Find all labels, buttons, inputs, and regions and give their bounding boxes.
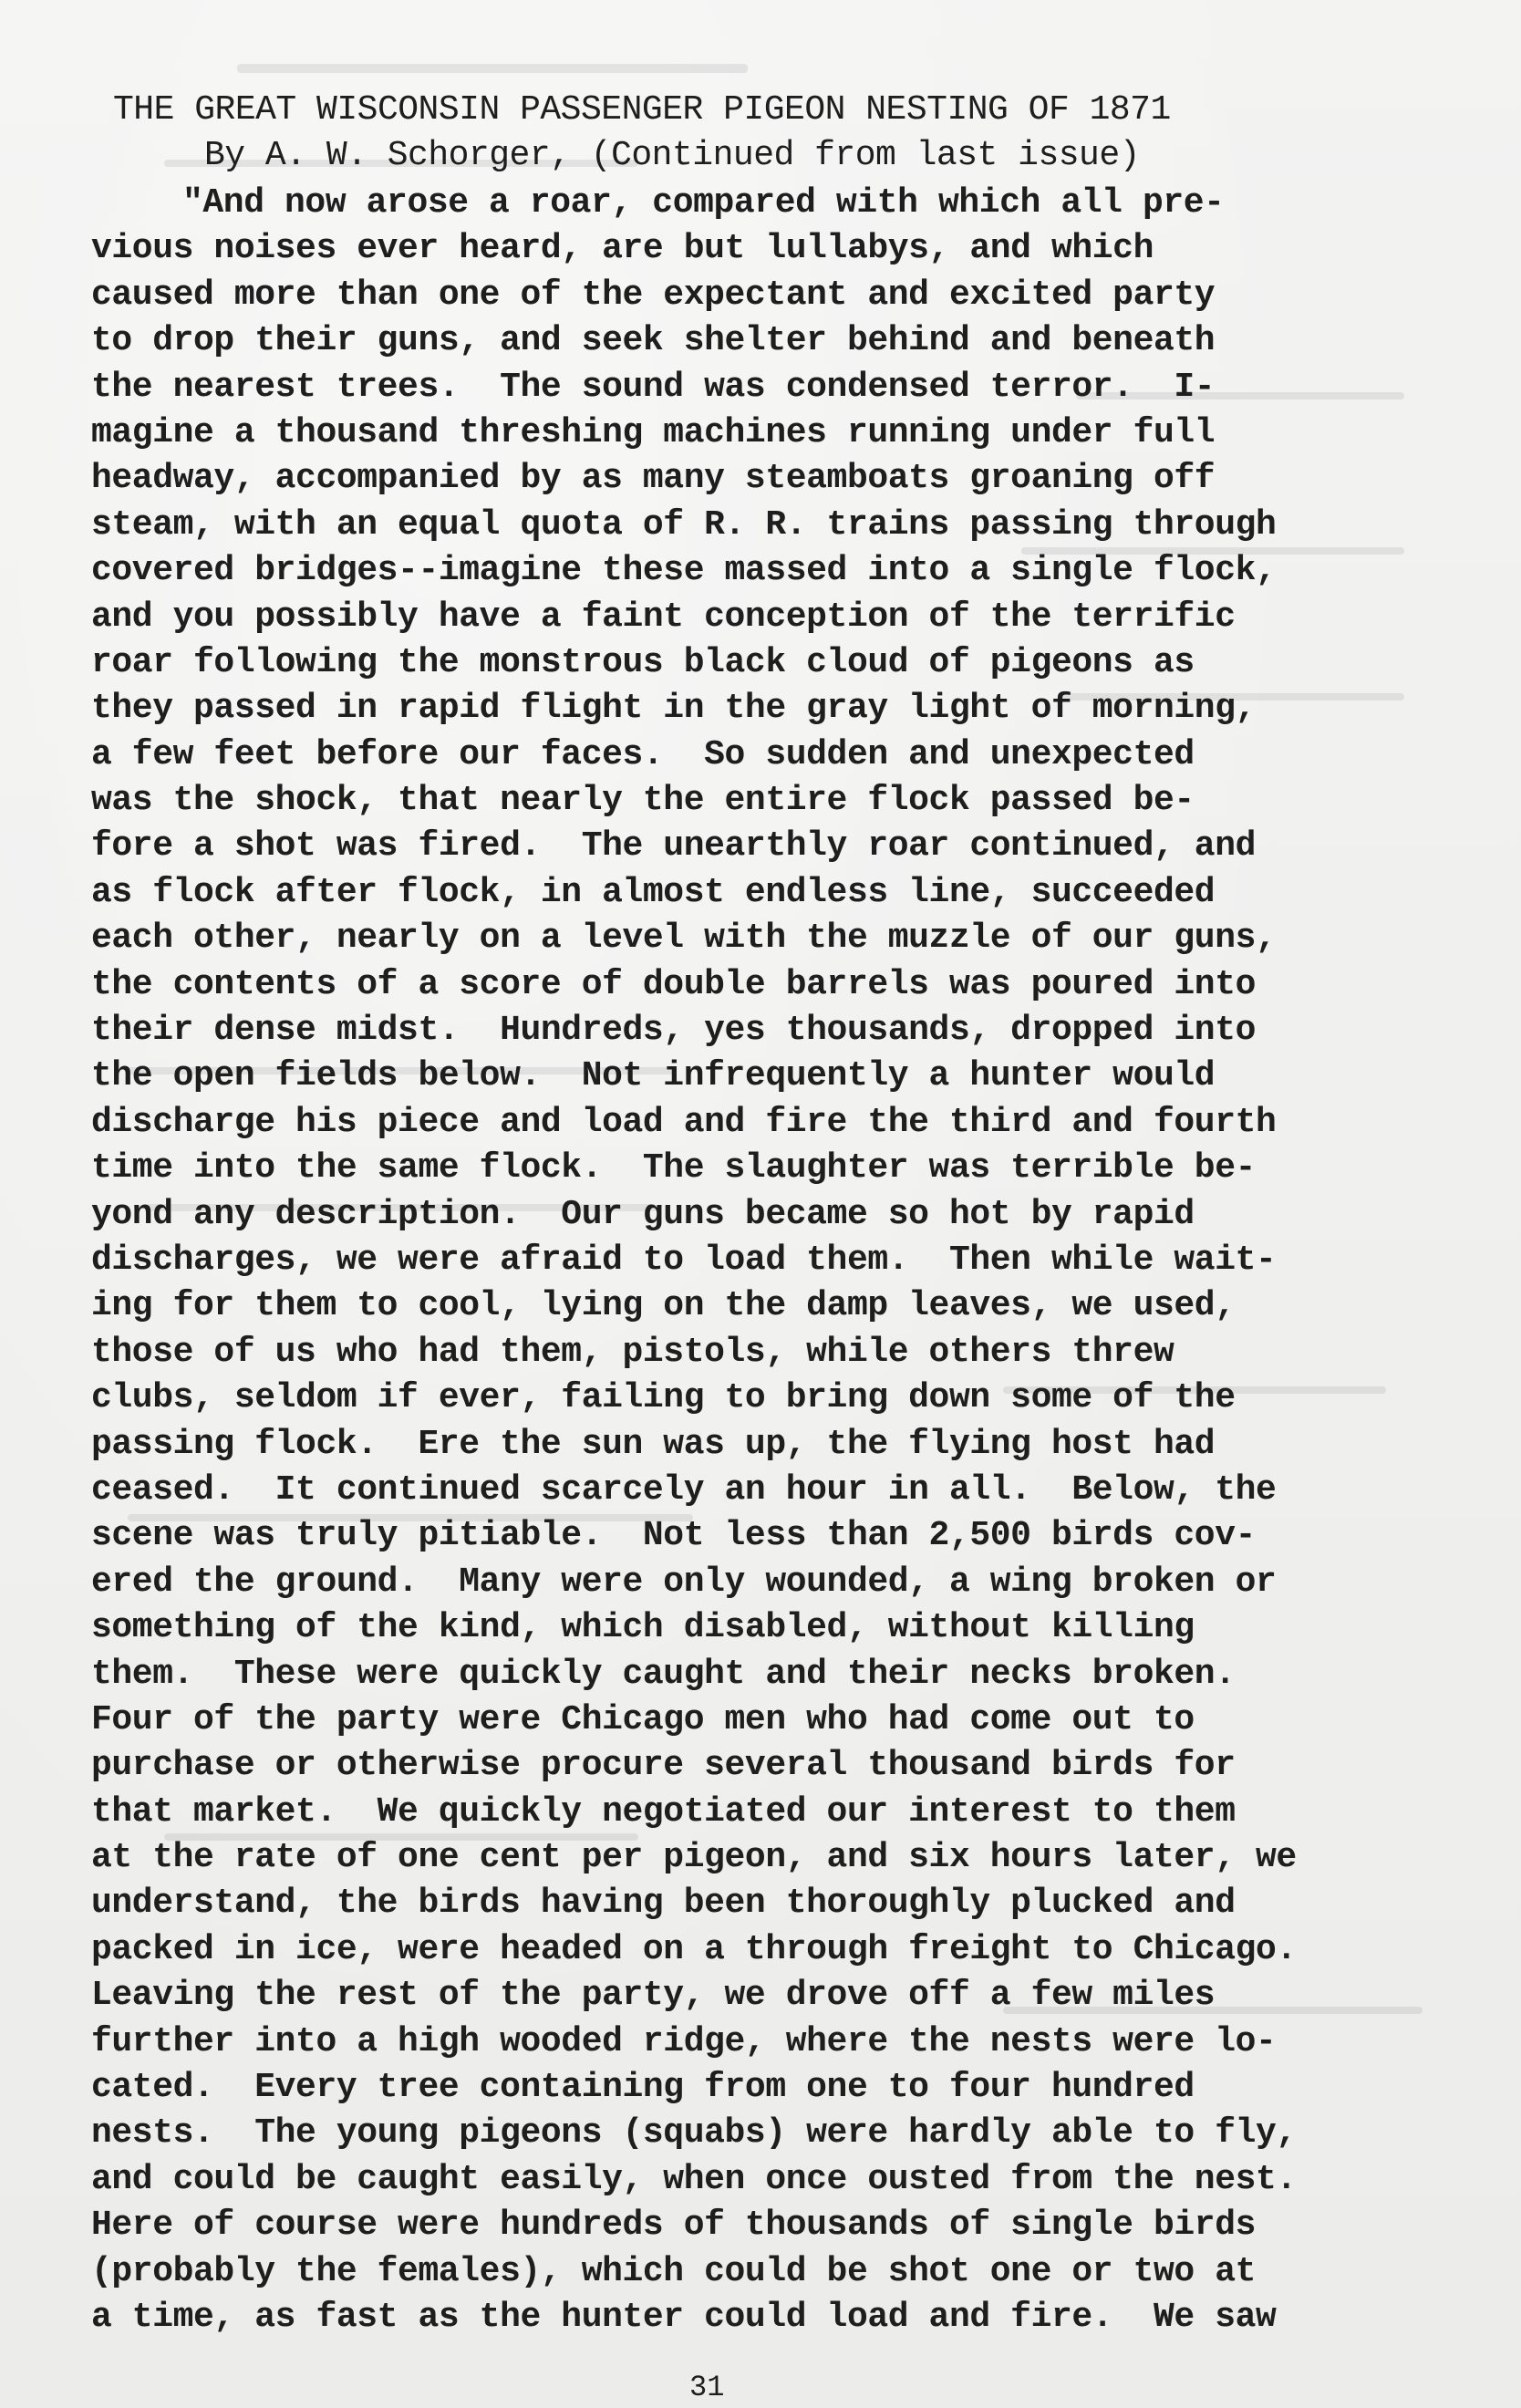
body-line: the contents of a score of double barrels was poured into — [91, 964, 1257, 1004]
body-line: roar following the monstrous black cloud of pigeons as — [91, 642, 1195, 682]
body-line: ceased. It continued scarcely an hour in all. Below, the — [91, 1469, 1277, 1510]
body-line: passing flock. Ere the sun was up, the flying host had — [91, 1424, 1216, 1464]
body-line: discharges, we were afraid to load them. Then while wait- — [91, 1240, 1277, 1280]
body-line: yond any description. Our guns became so hot by rapid — [91, 1194, 1195, 1234]
page-number: 31 — [689, 2371, 725, 2404]
body-line: clubs, seldom if ever, failing to bring down some of the — [91, 1378, 1236, 1418]
body-line: ered the ground. Many were only wounded, a wing broken or — [91, 1562, 1277, 1602]
body-line: that market. We quickly negotiated our interest to them — [91, 1791, 1236, 1832]
body-line: something of the kind, which disabled, without killing — [91, 1608, 1195, 1648]
body-line: scene was truly pitiable. Not less than 2,500 birds cov- — [91, 1516, 1257, 1556]
body-line: discharge his piece and load and fire the third and fourth — [91, 1102, 1277, 1142]
body-line: headway, accompanied by as many steamboats groaning off — [91, 459, 1216, 499]
article-title: THE GREAT WISCONSIN PASSENGER PIGEON NESTING OF 1871 — [113, 90, 1171, 130]
body-line: packed in ice, were headed on a through freight to Chicago. — [91, 1929, 1297, 1969]
article-body — [91, 181, 1441, 2341]
body-line: Four of the party were Chicago men who had come out to — [91, 1699, 1195, 1739]
body-line: they passed in rapid flight in the gray light of morning, — [91, 689, 1257, 729]
body-line: Here of course were hundreds of thousands of single birds — [91, 2206, 1257, 2246]
body-line: nests. The young pigeons (squabs) were hardly able to fly, — [91, 2113, 1297, 2154]
body-line: caused more than one of the expectant and excited party — [91, 275, 1216, 315]
body-line: "And now arose a roar, compared with which all pre- — [182, 183, 1225, 223]
body-line: the nearest trees. The sound was condensed terror. I- — [91, 367, 1216, 407]
body-line: and you possibly have a faint conception of the terrific — [91, 597, 1236, 637]
body-line: fore a shot was fired. The unearthly roar continued, and — [91, 826, 1257, 867]
body-line: Leaving the rest of the party, we drove off a few miles — [91, 1976, 1216, 2016]
body-line: to drop their guns, and seek shelter behind and beneath — [91, 321, 1216, 361]
body-line: ing for them to cool, lying on the damp leaves, we used, — [91, 1286, 1236, 1326]
body-line: their dense midst. Hundreds, yes thousands, dropped into — [91, 1011, 1257, 1051]
body-line: understand, the birds having been thoroughly plucked and — [91, 1884, 1236, 1924]
body-line: each other, nearly on a level with the muzzle of our guns, — [91, 919, 1277, 959]
body-line: covered bridges--imagine these massed into a single flock, — [91, 551, 1277, 591]
body-line: purchase or otherwise procure several thousand birds for — [91, 1746, 1236, 1786]
body-line: steam, with an equal quota of R. R. trains passing through — [91, 504, 1277, 545]
body-line: a time, as fast as the hunter could load and fire. We saw — [91, 2297, 1277, 2337]
article-byline: By A. W. Schorger, (Continued from last issue) — [204, 136, 1140, 175]
body-line: was the shock, that nearly the entire flock passed be- — [91, 781, 1195, 821]
body-line: cated. Every tree containing from one to four hundred — [91, 2068, 1195, 2108]
body-line: as flock after flock, in almost endless line, succeeded — [91, 872, 1216, 912]
body-line: vious noises ever heard, are but lullabys, and which — [91, 229, 1154, 269]
body-line: a few feet before our faces. So sudden and unexpected — [91, 734, 1195, 774]
body-line: and could be caught easily, when once ousted from the nest. — [91, 2159, 1297, 2199]
body-line: magine a thousand threshing machines running under full — [91, 412, 1216, 452]
body-line: at the rate of one cent per pigeon, and six hours later, we — [91, 1838, 1297, 1878]
body-line: them. These were quickly caught and their necks broken. — [91, 1654, 1236, 1694]
body-line: further into a high wooded ridge, where the nests were lo- — [91, 2021, 1277, 2061]
body-line: those of us who had them, pistols, while others threw — [91, 1332, 1174, 1372]
body-line: the open fields below. Not infrequently a hunter would — [91, 1056, 1216, 1096]
body-line: time into the same flock. The slaughter was terrible be- — [91, 1148, 1257, 1188]
body-line: (probably the females), which could be shot one or two at — [91, 2251, 1257, 2291]
